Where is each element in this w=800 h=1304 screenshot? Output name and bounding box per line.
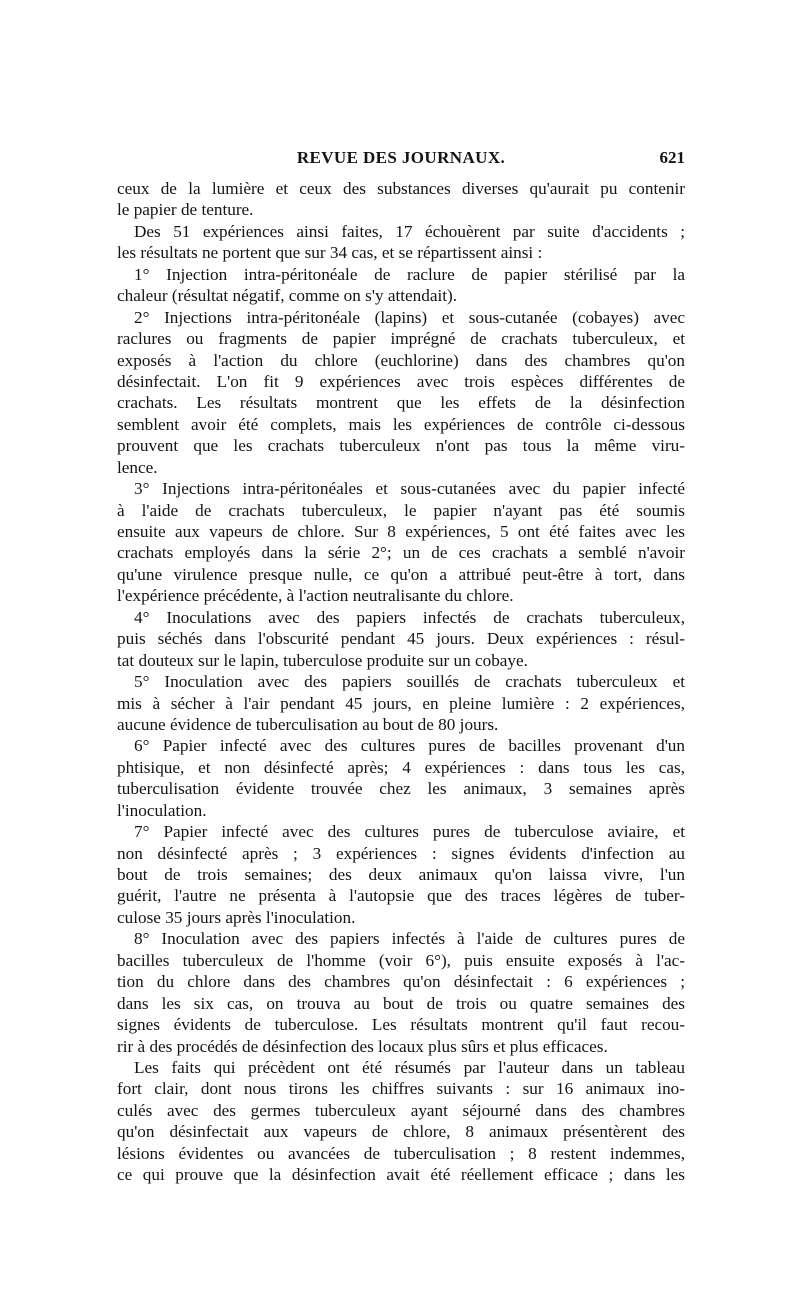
text-line: désinfectait. L'on fit 9 expériences avec trois espèces différentes de	[117, 371, 685, 391]
text-line: tion du chlore dans des chambres qu'on désinfectait : 6 expériences ;	[117, 972, 685, 992]
paragraph	[117, 928, 685, 1057]
text-line: mis à sécher à l'air pendant 45 jours, en pleine lumière : 2 expériences,	[117, 693, 685, 713]
text-line: 5° Inoculation avec des papiers souillés de crachats tuberculeux et	[134, 672, 685, 692]
running-title: REVUE DES JOURNAUX.	[296, 148, 506, 167]
text-line: 8° Inoculation avec des papiers infectés à l'aide de cultures pures de	[134, 929, 685, 949]
paragraph	[117, 607, 685, 671]
paragraph	[117, 671, 685, 735]
text-line: guérit, l'autre ne présenta à l'autopsie que des traces légères de tuber-	[117, 886, 685, 906]
body-text	[117, 178, 685, 1186]
text-line: culose 35 jours après l'inoculation.	[117, 907, 356, 927]
text-line: à l'aide de crachats tuberculeux, le papier n'ayant pas été soumis	[117, 500, 685, 520]
text-line: fort clair, dont nous tirons les chiffres suivants : sur 16 animaux ino-	[117, 1079, 685, 1099]
text-line: Les faits qui précèdent ont été résumés par l'auteur dans un tableau	[134, 1057, 685, 1077]
text-line: dans les six cas, on trouva au bout de trois ou quatre semaines des	[117, 993, 685, 1013]
paragraph	[117, 1057, 685, 1186]
paragraph	[117, 264, 685, 307]
text-line: 2° Injections intra-péritonéale (lapins) et sous-cutanée (cobayes) avec	[134, 307, 685, 327]
text-line: exposés à l'action du chlore (euchlorine) dans des chambres qu'on	[117, 350, 685, 370]
text-line: le papier de tenture.	[117, 200, 254, 220]
text-line: phtisique, et non désinfecté après; 4 expériences : dans tous les cas,	[117, 757, 685, 777]
text-line: puis séchés dans l'obscurité pendant 45 jours. Deux expériences : résul-	[117, 629, 685, 649]
text-line: Des 51 expériences ainsi faites, 17 échouèrent par suite d'accidents ;	[134, 221, 685, 241]
text-line: bacilles tuberculeux de l'homme (voir 6°), puis ensuite exposés à l'ac-	[117, 950, 685, 970]
text-line: ce qui prouve que la désinfection avait été réellement efficace ; dans les	[117, 1165, 685, 1185]
text-line: les résultats ne portent que sur 34 cas, et se répartissent ainsi :	[117, 243, 543, 263]
text-line: raclures ou fragments de papier imprégné de crachats tuberculeux, et	[117, 329, 685, 349]
text-line: signes évidents de tuberculose. Les résultats montrent qu'il faut recou-	[117, 1015, 685, 1035]
text-line: ceux de la lumière et ceux des substances diverses qu'aurait pu contenir	[117, 179, 685, 198]
text-line: l'expérience précédente, à l'action neutralisante du chlore.	[117, 586, 514, 606]
text-line: culés avec des germes tuberculeux ayant séjourné dans des chambres	[117, 1100, 685, 1120]
text-line: 1° Injection intra-péritonéale de raclure de papier stérilisé par la	[134, 264, 685, 284]
paragraph	[117, 307, 685, 479]
text-line: 7° Papier infecté avec des cultures pures de tuberculose aviaire, et	[134, 822, 685, 842]
page-header	[117, 148, 685, 172]
text-line: qu'une virulence presque nulle, ce qu'on a attribué peut-être à tort, dans	[117, 564, 685, 584]
text-line: 4° Inoculations avec des papiers infectés de crachats tuberculeux,	[134, 607, 685, 627]
text-line: chaleur (résultat négatif, comme on s'y attendait).	[117, 286, 458, 306]
text-line: qu'on désinfectait aux vapeurs de chlore, 8 animaux présentèrent des	[117, 1122, 685, 1142]
paragraph	[117, 478, 685, 607]
text-line: crachats employés dans la série 2°; un de ces crachats a semblé n'avoir	[117, 543, 685, 563]
text-line: 3° Injections intra-péritonéales et sous-cutanées avec du papier infecté	[134, 479, 685, 499]
text-line: lésions évidentes ou avancées de tuberculisation ; 8 restent indemmes,	[117, 1143, 685, 1163]
text-line: non désinfecté après ; 3 expériences : signes évidents d'infection au	[117, 843, 685, 863]
paragraph	[117, 221, 685, 264]
paragraph	[117, 821, 685, 928]
text-line: semblent avoir été complets, mais les expériences de contrôle ci-dessous	[117, 414, 685, 434]
text-line: ensuite aux vapeurs de chlore. Sur 8 expériences, 5 ont été faites avec les	[117, 522, 685, 541]
text-line: tuberculisation évidente trouvée chez les animaux, 3 semaines après	[117, 779, 685, 799]
text-line: bout de trois semaines; des deux animaux qu'on laissa vivre, l'un	[117, 865, 685, 884]
paragraph	[117, 735, 685, 821]
page-number: 621	[659, 148, 685, 167]
text-line: prouvent que les crachats tuberculeux n'ont pas tous la même viru-	[117, 436, 685, 456]
text-line: crachats. Les résultats montrent que les effets de la désinfection	[117, 393, 685, 413]
text-line: rir à des procédés de désinfection des locaux plus sûrs et plus efficaces.	[117, 1036, 608, 1056]
text-line: aucune évidence de tuberculisation au bout de 80 jours.	[117, 714, 499, 734]
text-line: 6° Papier infecté avec des cultures pures de bacilles provenant d'un	[134, 736, 685, 756]
text-line: tat douteux sur le lapin, tuberculose produite sur un cobaye.	[117, 650, 528, 670]
text-line: lence.	[117, 457, 158, 477]
paragraph	[117, 178, 685, 221]
text-line: l'inoculation.	[117, 800, 207, 820]
